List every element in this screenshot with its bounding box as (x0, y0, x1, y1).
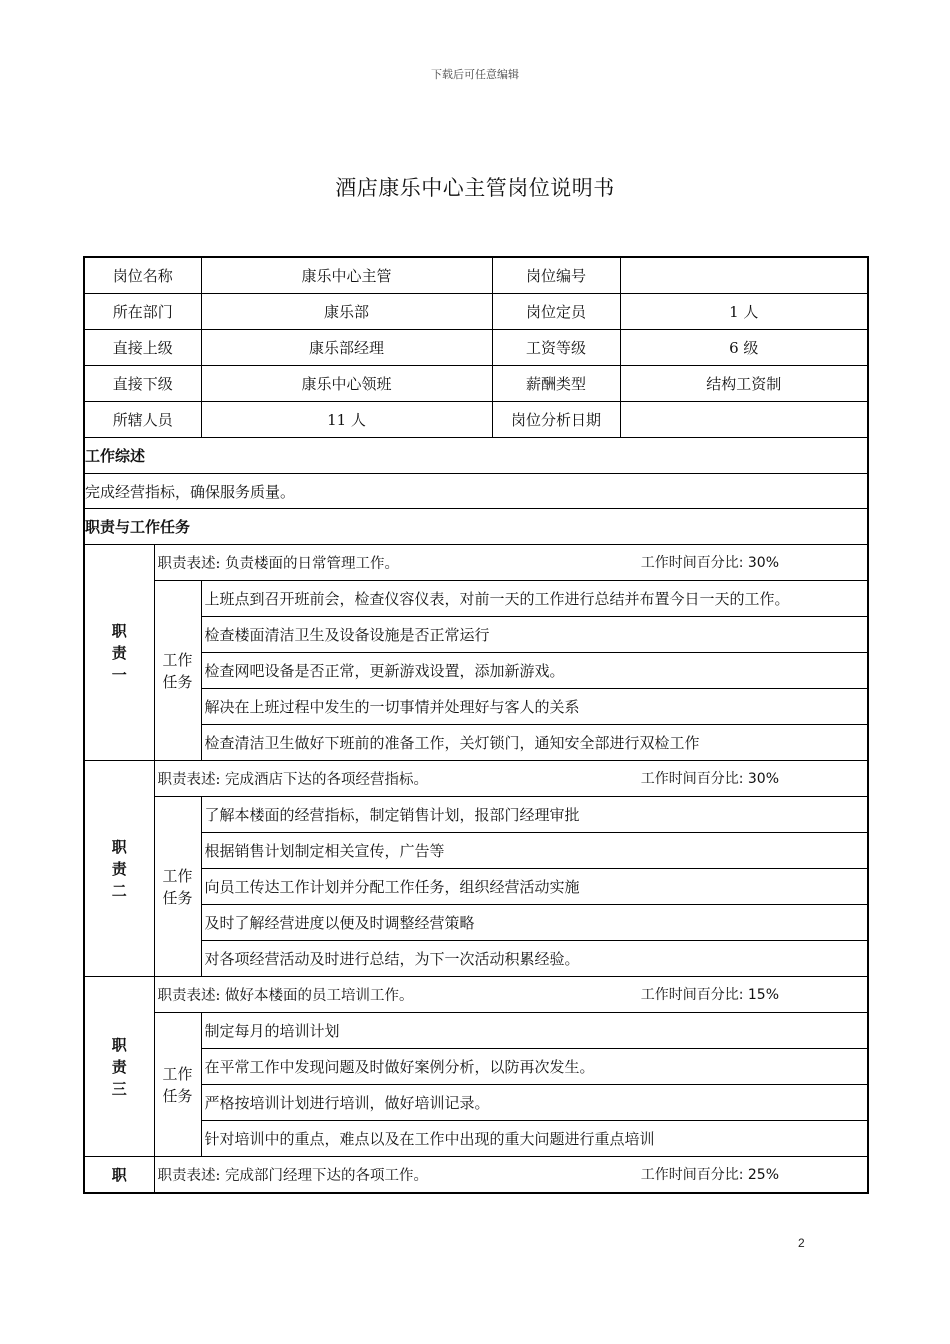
duty-label-char: 职 (111, 621, 127, 640)
duties-heading: 职责与工作任务 (84, 509, 868, 545)
page-number: 2 (798, 1236, 805, 1250)
summary-text: 完成经营指标，确保服务质量。 (84, 474, 868, 509)
info-label: 岗位编号 (492, 257, 620, 294)
info-row (84, 294, 868, 330)
task-row (84, 1085, 868, 1121)
info-row (84, 257, 868, 294)
duty-description: 职责表述: 做好本楼面的员工培训工作。 (157, 988, 414, 1004)
info-label: 工资等级 (492, 330, 620, 366)
section-heading-row (84, 509, 868, 545)
task-item: 根据销售计划制定相关宣传，广告等 (201, 833, 868, 869)
duty-description: 职责表述: 完成酒店下达的各项经营指标。 (157, 772, 428, 788)
duty-label (84, 545, 154, 761)
duty-label-char: 职 (111, 1035, 127, 1054)
duty-label-char: 责 (111, 1057, 127, 1076)
duty-label-char: 二 (111, 881, 127, 900)
task-row (84, 653, 868, 689)
info-label: 所辖人员 (84, 402, 201, 438)
task-item: 向员工传达工作计划并分配工作任务，组织经营活动实施 (201, 869, 868, 905)
duty-time-percent: 工作时间百分比: 30% (640, 771, 780, 787)
task-label-line: 工作 (162, 1064, 193, 1083)
task-item: 解决在上班过程中发生的一切事情并处理好与客人的关系 (201, 689, 868, 725)
duty-label-char: 职 (111, 837, 127, 856)
duty-description: 职责表述: 完成部门经理下达的各项工作。 (157, 1168, 428, 1184)
info-value: 康乐中心领班 (201, 366, 492, 402)
info-value: 康乐中心主管 (201, 257, 492, 294)
info-value: 1 人 (620, 294, 868, 330)
task-label-line: 工作 (162, 866, 193, 885)
task-row (84, 833, 868, 869)
duty-label (84, 977, 154, 1157)
duty-label-char: 三 (111, 1079, 127, 1098)
info-value: 康乐部 (201, 294, 492, 330)
task-row (84, 869, 868, 905)
task-item: 制定每月的培训计划 (201, 1013, 868, 1049)
task-item: 检查网吧设备是否正常，更新游戏设置，添加新游戏。 (201, 653, 868, 689)
summary-heading: 工作综述 (84, 438, 868, 474)
task-item: 检查清洁卫生做好下班前的准备工作，关灯锁门，通知安全部进行双检工作 (201, 725, 868, 761)
info-label: 岗位名称 (84, 257, 201, 294)
task-row (84, 797, 868, 833)
task-item: 上班点到召开班前会，检查仪容仪表，对前一天的工作进行总结并布置今日一天的工作。 (201, 581, 868, 617)
task-row (84, 941, 868, 977)
info-value: 6 级 (620, 330, 868, 366)
task-item: 及时了解经营进度以便及时调整经营策略 (201, 905, 868, 941)
section-heading-row (84, 438, 868, 474)
duty-description: 职责表述: 负责楼面的日常管理工作。 (157, 556, 399, 572)
info-label: 岗位分析日期 (492, 402, 620, 438)
task-label-line: 任务 (162, 888, 193, 907)
header-note: 下载后可任意编辑 (431, 68, 519, 81)
info-value (620, 257, 868, 294)
duty-description-row (84, 761, 868, 797)
info-row (84, 330, 868, 366)
duty-time-percent: 工作时间百分比: 25% (640, 1167, 780, 1183)
task-label (154, 1013, 201, 1157)
duty-description-row (84, 545, 868, 581)
duty-label-char: 责 (111, 859, 127, 878)
task-row (84, 617, 868, 653)
task-label-line: 任务 (162, 1086, 193, 1105)
info-value: 11 人 (201, 402, 492, 438)
task-item: 在平常工作中发现问题及时做好案例分析，以防再次发生。 (201, 1049, 868, 1085)
info-value (620, 402, 868, 438)
job-description-table (83, 256, 869, 1194)
duty-label-char: 职 (111, 1165, 127, 1184)
duty-description-cell (154, 761, 868, 797)
info-label: 薪酬类型 (492, 366, 620, 402)
task-label (154, 581, 201, 761)
info-row (84, 366, 868, 402)
document-title: 酒店康乐中心主管岗位说明书 (335, 176, 615, 200)
duty-description-cell (154, 977, 868, 1013)
task-row (84, 1013, 868, 1049)
duty-label (84, 761, 154, 977)
task-label-line: 工作 (162, 650, 193, 669)
info-label: 直接下级 (84, 366, 201, 402)
info-value: 康乐部经理 (201, 330, 492, 366)
task-row (84, 905, 868, 941)
info-value: 结构工资制 (620, 366, 868, 402)
task-label (154, 797, 201, 977)
info-label: 直接上级 (84, 330, 201, 366)
info-row (84, 402, 868, 438)
task-row (84, 581, 868, 617)
task-item: 对各项经营活动及时进行总结，为下一次活动积累经验。 (201, 941, 868, 977)
duty-description-row (84, 977, 868, 1013)
duty-time-percent: 工作时间百分比: 15% (640, 987, 780, 1003)
task-row (84, 1121, 868, 1157)
duty-label-char: 责 (111, 643, 127, 662)
task-row (84, 725, 868, 761)
task-row (84, 689, 868, 725)
duty-label (84, 1157, 154, 1194)
duty-description-cell (154, 545, 868, 581)
task-row (84, 1049, 868, 1085)
summary-row (84, 474, 868, 509)
duty-time-percent: 工作时间百分比: 30% (640, 555, 780, 571)
info-label: 所在部门 (84, 294, 201, 330)
task-item: 严格按培训计划进行培训，做好培训记录。 (201, 1085, 868, 1121)
duty-description-row (84, 1157, 868, 1194)
duty-description-cell (154, 1157, 868, 1194)
info-label: 岗位定员 (492, 294, 620, 330)
task-item: 了解本楼面的经营指标，制定销售计划，报部门经理审批 (201, 797, 868, 833)
task-item: 检查楼面清洁卫生及设备设施是否正常运行 (201, 617, 868, 653)
duty-label-char: 一 (111, 665, 127, 684)
task-item: 针对培训中的重点，难点以及在工作中出现的重大问题进行重点培训 (201, 1121, 868, 1157)
task-label-line: 任务 (162, 672, 193, 691)
